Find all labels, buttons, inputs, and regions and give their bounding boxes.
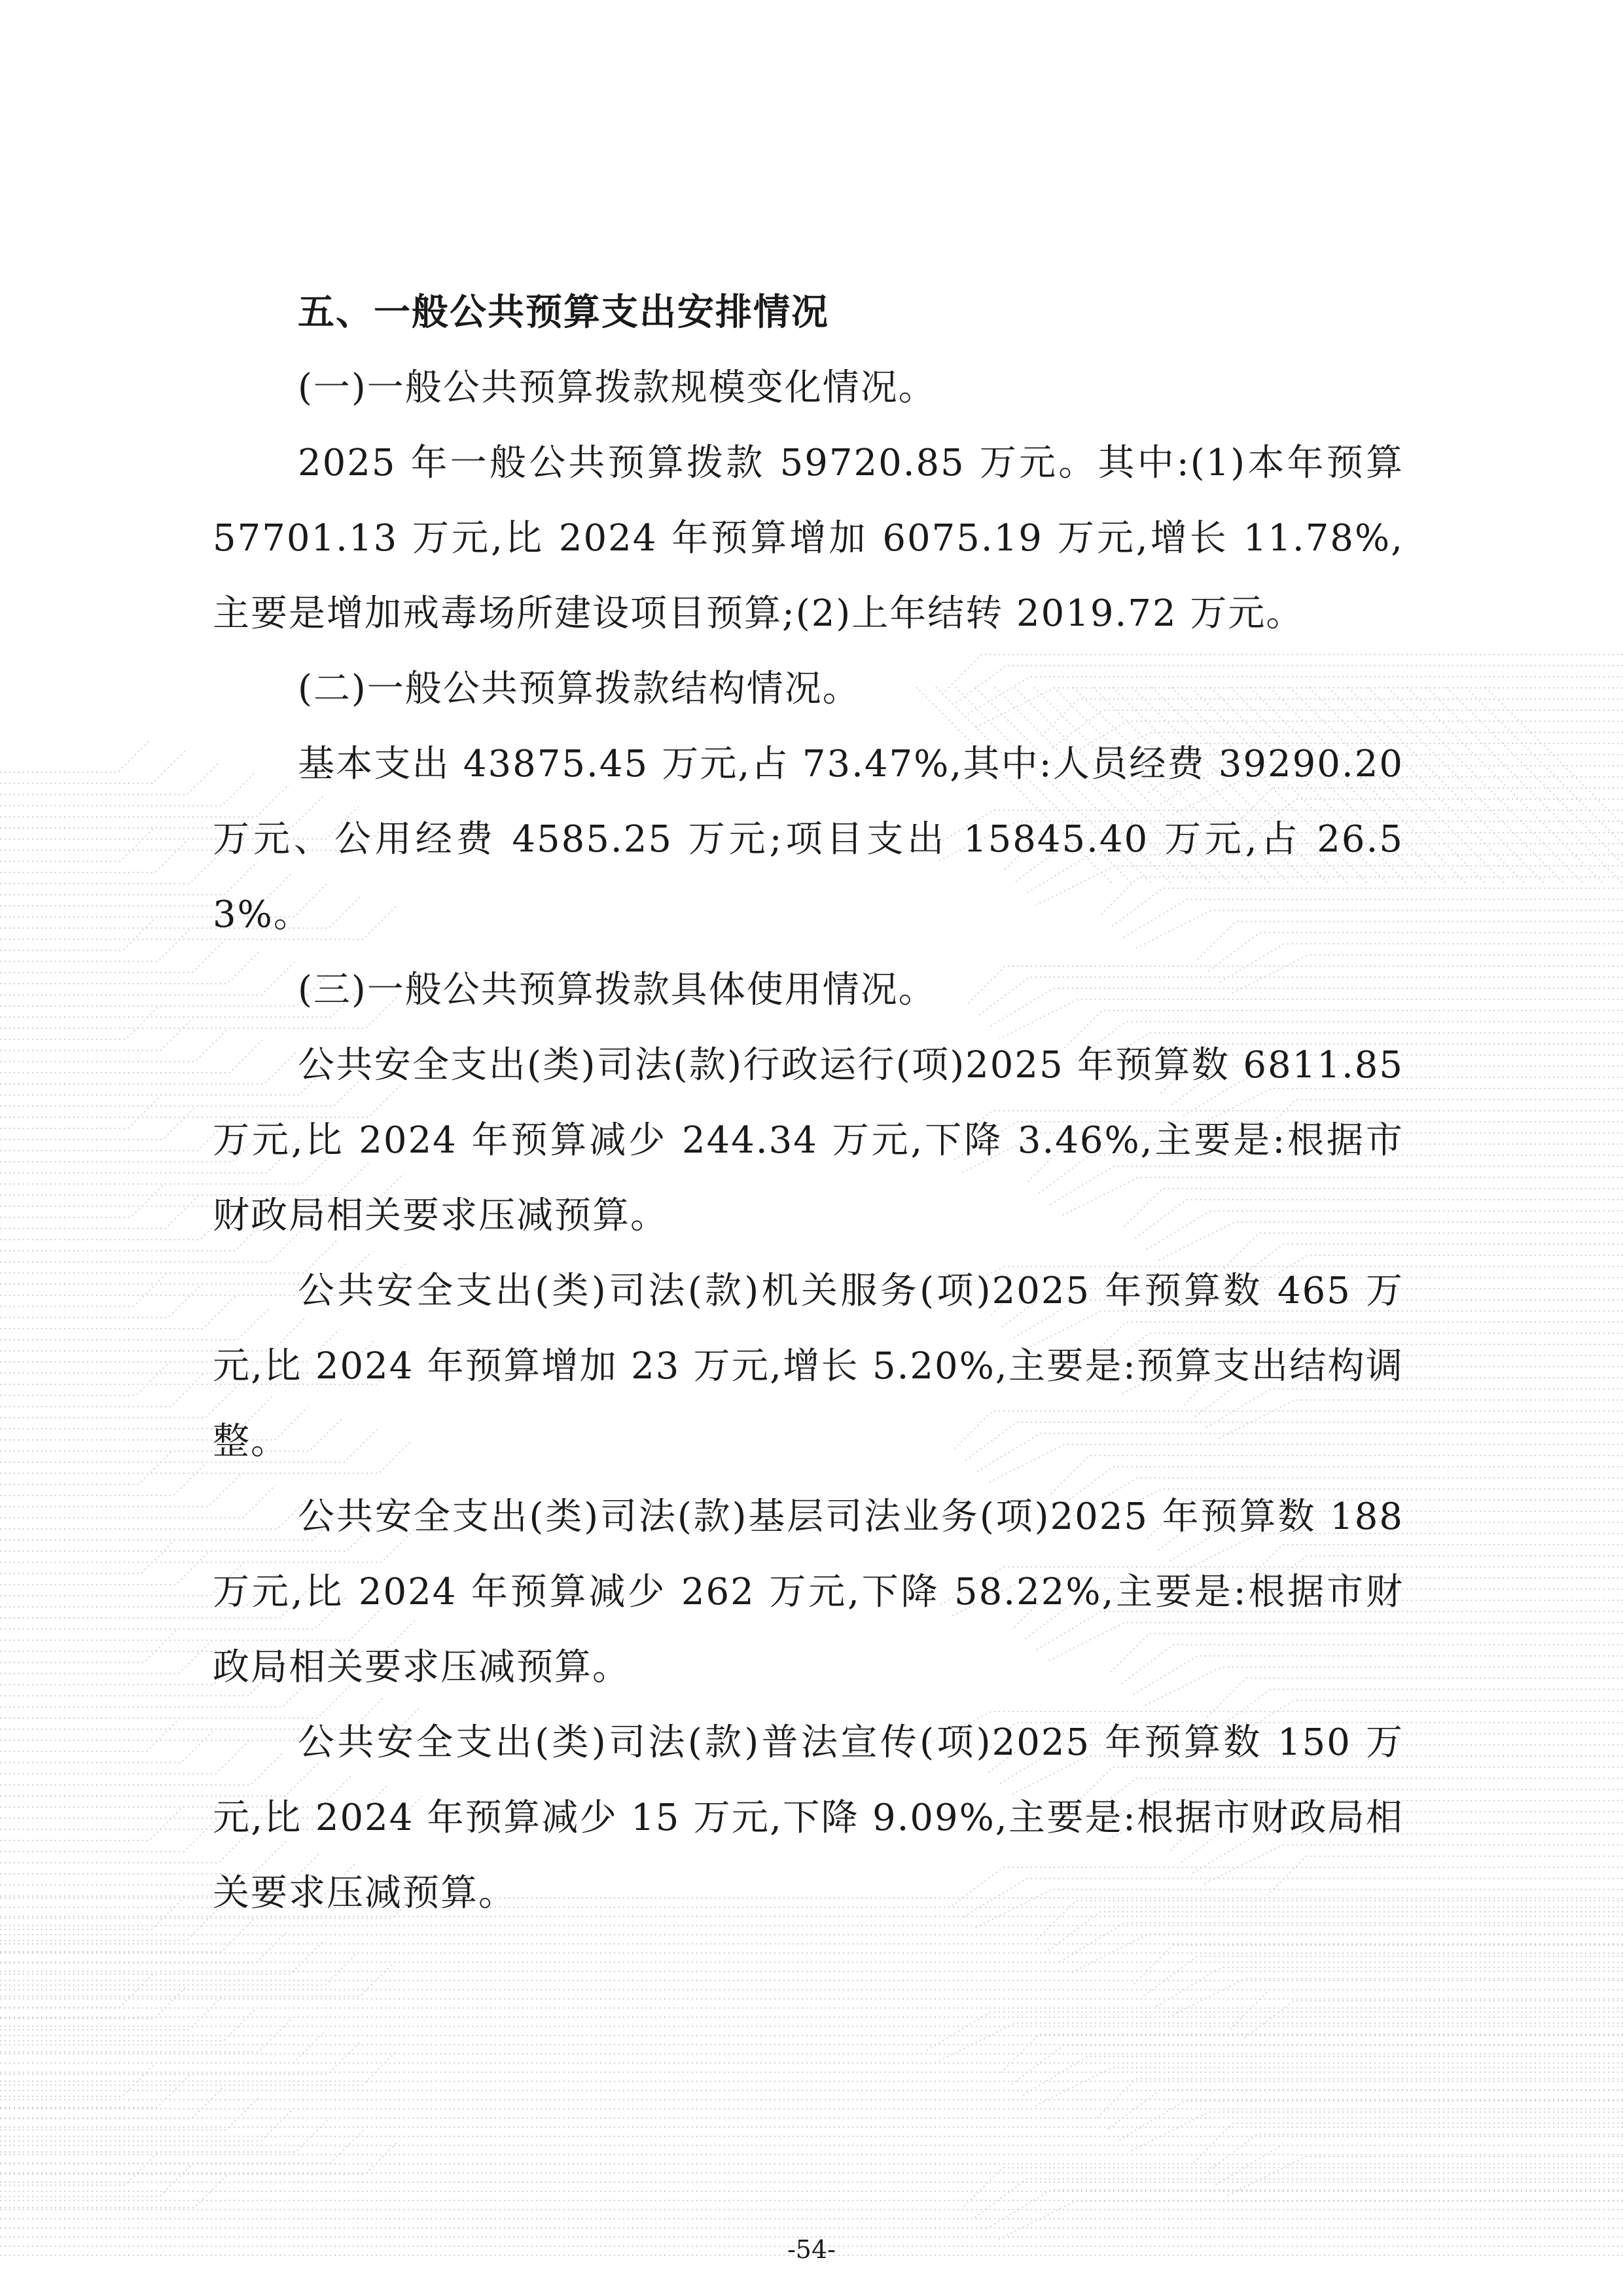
section-heading: 五、一般公共预算支出安排情况 — [298, 291, 829, 334]
document-body — [213, 275, 1404, 1931]
subsection-title-usage: (三)一般公共预算拨款具体使用情况。 — [298, 969, 936, 1011]
paragraph-grassroots-judicial: 公共安全支出(类)司法(款)基层司法业务(项)2025 年预算数 188 万元,比 2024 年预算减少 262 万元,下降 58.22%,主要是:根据市财政局相关要求压减预算。 — [213, 1496, 1404, 1689]
paragraph-appropriation-structure: 基本支出 43875.45 万元,占 73.47%,其中:人员经费 39290.20 万元、公用经费 4585.25 万元;项目支出 15845.40 万元,占 26.53%。 — [213, 743, 1404, 936]
paragraph-admin-operation: 公共安全支出(类)司法(款)行政运行(项)2025 年预算数 6811.85 万元,比 2024 年预算减少 244.34 万元,下降 3.46%,主要是:根据市财政局相关要求压减预算。 — [213, 1044, 1404, 1237]
subsection-title-structure: (二)一般公共预算拨款结构情况。 — [298, 668, 861, 710]
paragraph-legal-publicity: 公共安全支出(类)司法(款)普法宣传(项)2025 年预算数 150 万元,比 2024 年预算减少 15 万元,下降 9.09%,主要是:根据市财政局相关要求压减预算。 — [213, 1721, 1404, 1914]
subsection-title-scale: (一)一般公共预算拨款规模变化情况。 — [298, 367, 936, 409]
page-number: -54- — [787, 2235, 836, 2264]
paragraph-agency-services: 公共安全支出(类)司法(款)机关服务(项)2025 年预算数 465 万元,比 2024 年预算增加 23 万元,增长 5.20%,主要是:预算支出结构调整。 — [213, 1270, 1404, 1463]
paragraph-appropriation-total: 2025 年一般公共预算拨款 59720.85 万元。其中:(1)本年预算 57701.13 万元,比 2024 年预算增加 6075.19 万元,增长 11.78%,主要是增加戒毒场所建设项目预算;(2)上年结转 2019.72 万元。 — [213, 442, 1404, 635]
